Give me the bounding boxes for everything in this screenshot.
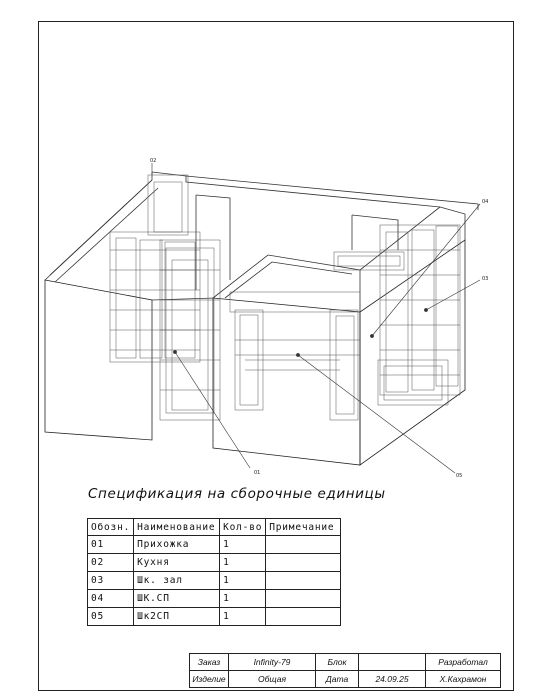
title-block-row xyxy=(190,654,501,671)
cell-qty: 1 xyxy=(220,572,266,590)
cell-qty: 1 xyxy=(220,590,266,608)
label-03: 03 xyxy=(482,276,489,282)
table-row xyxy=(88,572,341,590)
cell-qty: 1 xyxy=(220,554,266,572)
cell-name: Кухня xyxy=(134,554,220,572)
cell-designation: 03 xyxy=(88,572,134,590)
spec-table xyxy=(87,518,341,626)
table-row xyxy=(88,554,341,572)
table-row xyxy=(88,608,341,626)
product-label: Изделие xyxy=(190,671,229,688)
cell-designation: 01 xyxy=(88,536,134,554)
cell-note xyxy=(266,608,341,626)
spec-header-note: Примечание xyxy=(266,519,341,536)
cell-name: Шк. зал xyxy=(134,572,220,590)
developed-label: Разработал xyxy=(426,654,501,671)
cell-qty: 1 xyxy=(220,608,266,626)
spec-header-designation: Обозн. xyxy=(88,519,134,536)
label-01: 01 xyxy=(254,470,261,476)
cell-note xyxy=(266,536,341,554)
label-04: 04 xyxy=(482,199,489,205)
order-label: Заказ xyxy=(190,654,229,671)
spec-title: Спецификация на сборочные единицы xyxy=(88,486,386,502)
label-05: 05 xyxy=(456,473,463,479)
cell-note xyxy=(266,554,341,572)
table-row xyxy=(88,590,341,608)
table-row xyxy=(88,536,341,554)
cell-name: Прихожка xyxy=(134,536,220,554)
date-label: Дата xyxy=(316,671,359,688)
spec-header-name: Наименование xyxy=(134,519,220,536)
cell-name: Шк2СП xyxy=(134,608,220,626)
order-value: Infinity-79 xyxy=(229,654,316,671)
block-label: Блок xyxy=(316,654,359,671)
title-block-row xyxy=(190,671,501,688)
spec-header-row xyxy=(88,519,341,536)
developer-name: Х.Кахрамон xyxy=(426,671,501,688)
product-value: Общая xyxy=(229,671,316,688)
cell-designation: 04 xyxy=(88,590,134,608)
cell-qty: 1 xyxy=(220,536,266,554)
cell-note xyxy=(266,590,341,608)
title-block xyxy=(189,653,501,688)
cell-name: ШК.СП xyxy=(134,590,220,608)
cell-note xyxy=(266,572,341,590)
spec-header-qty: Кол-во xyxy=(220,519,266,536)
cell-designation: 05 xyxy=(88,608,134,626)
label-02: 02 xyxy=(150,158,157,164)
cell-designation: 02 xyxy=(88,554,134,572)
date-value: 24.09.25 xyxy=(359,671,426,688)
block-value xyxy=(359,654,426,671)
